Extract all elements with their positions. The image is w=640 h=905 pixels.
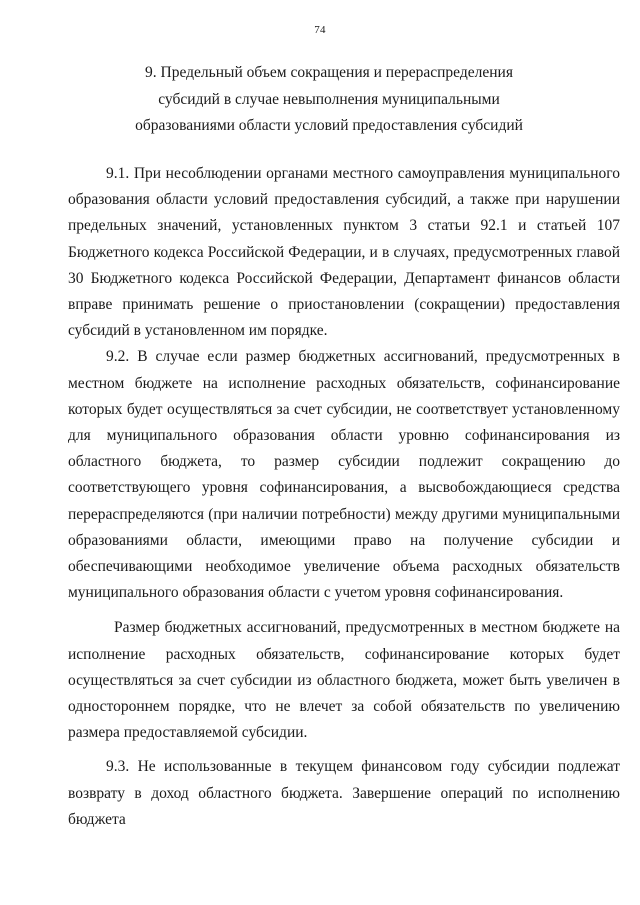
page-number: 74	[314, 24, 326, 36]
paragraph-9-2: 9.2. В случае если размер бюджетных ассигнований, предусмотренных в местном бюджете на исполнение расходных обязательств, софинансирование которых будет осуществляться за счет субсидии, не соответствует установленному для муниципального образования области уровню софинансирования из областного бюджета, то размер субсидии подлежит сокращению до соответствующего уровня софинансирования, а высвобождающиеся средства перераспределяются (при наличии потребности) между другими муниципальными образованиями области, имеющими право на получение субсидии и обеспечивающими необходимое увеличение объема расходных обязательств муниципального образования области с учетом уровня софинансирования.	[68, 348, 620, 602]
section-heading-line-1: 9. Предельный объем сокращения и перераспределения	[145, 64, 513, 81]
paragraph-9-2-continued: Размер бюджетных ассигнований, предусмотренных в местном бюджете на исполнение расходных обязательств, софинансирование которых будет осуществляться за счет субсидии из областного бюджета, может быть увеличен в одностороннем порядке, что не влечет за собой обязательств по увеличению размера предоставляемой субсидии.	[68, 619, 620, 742]
paragraph-9-1: 9.1. При несоблюдении органами местного самоуправления муниципального образования области условий предоставления субсидий, а также при нарушении предельных значений, установленных пунктом 3 статьи 92.1 и статьей 107 Бюджетного кодекса Российской Федерации, и в случаях, предусмотренных главой 30 Бюджетного кодекса Российской Федерации, Департамент финансов области вправе принимать решение о приостановлении (сокращении) предоставления субсидий в установленном им порядке.	[68, 165, 620, 340]
section-heading	[100, 60, 558, 140]
section-heading-line-3: образованиями области условий предоставления субсидий	[135, 117, 523, 134]
paragraph-9-3: 9.3. Не использованные в текущем финансовом году субсидии подлежат возврату в доход областного бюджета. Завершение операций по исполнению бюджета	[68, 758, 620, 828]
section-body	[68, 161, 620, 833]
section-heading-line-2: субсидий в случае невыполнения муниципальными	[158, 90, 500, 108]
